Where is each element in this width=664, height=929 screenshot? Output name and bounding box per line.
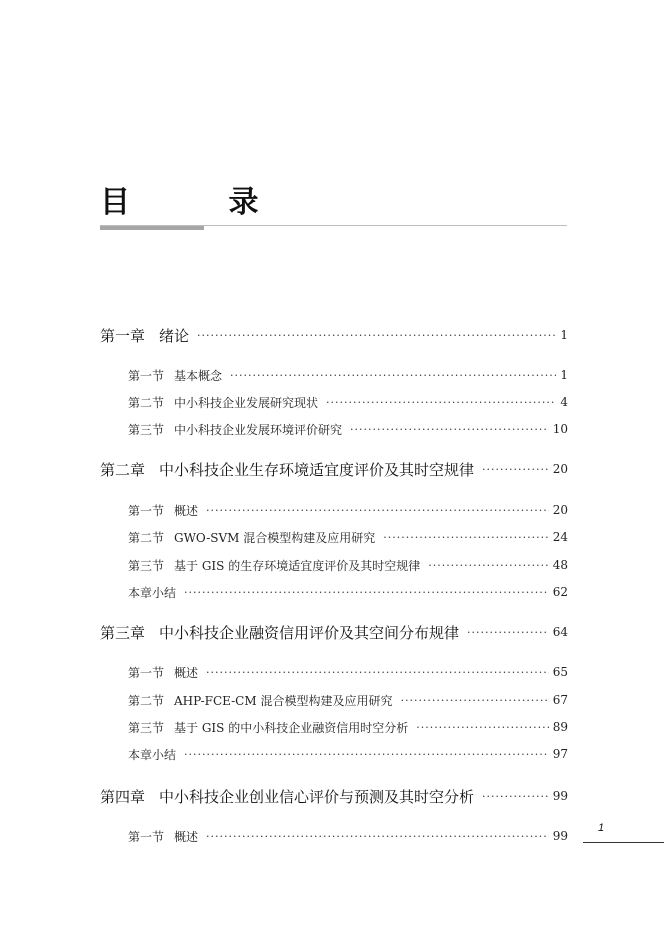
toc-entry-summary[interactable] [128,581,568,603]
toc-entry-section[interactable] [128,716,568,738]
toc-entry-title: 概述 [174,829,199,844]
toc-entry-number: 第三节 [128,422,165,437]
toc-entry-label [100,459,474,480]
toc-entry-title: GWO-SVM 混合模型构建及应用研究 [174,530,376,545]
toc-entry-label [128,746,176,763]
dot-leader [383,531,548,544]
dot-leader [350,423,549,436]
toc-entry-label [128,421,342,438]
toc-entry-summary[interactable] [128,743,568,765]
dot-leader [482,790,549,803]
toc-entry-section[interactable] [128,418,568,440]
toc-entry-number: 第二章 [100,460,146,479]
toc-entry-title: 基本概念 [174,368,223,383]
toc-entry-section[interactable] [128,526,568,548]
dot-leader [482,463,549,476]
toc-entry-page: 4 [560,395,568,409]
toc-entry-label [128,557,420,574]
toc-entry-number: 第一节 [128,368,165,383]
dot-leader [326,396,556,409]
toc-entry-page: 97 [552,747,568,761]
toc-entry-title: 基于 GIS 的生存环境适宜度评价及其时空规律 [174,558,421,573]
toc-entry-label [100,786,474,807]
toc-entry-page: 99 [552,789,568,803]
toc-entry-label [128,584,176,601]
toc-entry-page: 64 [552,625,568,639]
toc-entry-page: 24 [552,530,568,544]
toc-entry-page: 99 [552,829,568,843]
toc-entry-section[interactable] [128,554,568,576]
toc-entry-section[interactable] [128,499,568,521]
toc-entry-page: 62 [552,585,568,599]
toc-entry-label [100,325,189,346]
toc-entry-page: 20 [552,503,568,517]
toc-entry-number: 第二节 [128,395,165,410]
dot-leader [428,559,549,572]
toc-entry-number: 第三节 [128,720,165,735]
dot-leader [206,830,549,843]
toc-entry-section[interactable] [128,661,568,683]
toc-entry-title: 本章小结 [128,747,177,762]
toc-entry-title: 概述 [174,503,199,518]
toc-entry-title: 中小科技企业融资信用评价及其空间分布规律 [159,623,460,642]
toc-entry-number: 第二节 [128,693,165,708]
toc-entry-chapter[interactable] [100,785,568,807]
toc-entry-number: 第二节 [128,530,165,545]
toc-entry-section[interactable] [128,825,568,847]
folio-rule [583,842,664,843]
toc-entry-section[interactable] [128,391,568,413]
toc-entry-page: 1 [560,368,568,382]
dot-leader [400,694,548,707]
toc-title: 目 录 [100,185,303,220]
toc-entry-chapter[interactable] [100,324,568,346]
toc-entry-title: 基于 GIS 的中小科技企业融资信用时空分析 [174,720,409,735]
toc-entry-label [100,622,459,643]
toc-entry-number: 第三节 [128,558,165,573]
dot-leader [206,504,549,517]
toc-entry-page: 20 [552,462,568,476]
toc-entry-number: 第一节 [128,829,165,844]
toc-entry-number: 第三章 [100,623,146,642]
toc-entry-title: 中小科技企业生存环境适宜度评价及其时空规律 [159,460,475,479]
dot-leader [206,666,549,679]
toc-entry-title: 中小科技企业发展环境评价研究 [174,422,343,437]
dot-leader [467,626,549,639]
toc-entry-label [128,394,318,411]
toc-entry-number: 第四章 [100,787,146,806]
toc-entry-label [128,719,408,736]
toc-entry-page: 65 [552,665,568,679]
toc-entry-title: 概述 [174,665,199,680]
toc-entry-page: 89 [552,720,568,734]
toc-entry-chapter[interactable] [100,458,568,480]
page-number: 1 [598,822,605,834]
toc-entry-number: 第一章 [100,326,146,345]
dot-leader [230,369,556,382]
toc-entry-page: 10 [552,422,568,436]
toc-entry-label [128,502,198,519]
toc-entry-page: 67 [552,693,568,707]
toc-entry-section[interactable] [128,364,568,386]
dot-leader [184,748,549,761]
toc-entry-page: 1 [560,328,568,342]
toc-entry-number: 第一节 [128,665,165,680]
toc-entry-title: 中小科技企业发展研究现状 [174,395,319,410]
toc-entry-label [128,529,375,546]
toc-entry-title: 绪论 [159,326,190,345]
toc-entry-label [128,828,198,845]
toc-entry-title: AHP-FCE-CM 混合模型构建及应用研究 [174,693,393,708]
dot-leader [184,586,549,599]
dot-leader [416,721,549,734]
toc-entry-page: 48 [552,558,568,572]
toc-entry-title: 中小科技企业创业信心评价与预测及其时空分析 [159,787,475,806]
dot-leader [197,329,556,342]
toc-entry-label [128,367,222,384]
toc-entry-label [128,664,198,681]
toc-entry-number: 第一节 [128,503,165,518]
toc-entry-title: 本章小结 [128,585,177,600]
toc-entry-chapter[interactable] [100,621,568,643]
toc-entry-section[interactable] [128,689,568,711]
toc-entry-label [128,692,392,709]
